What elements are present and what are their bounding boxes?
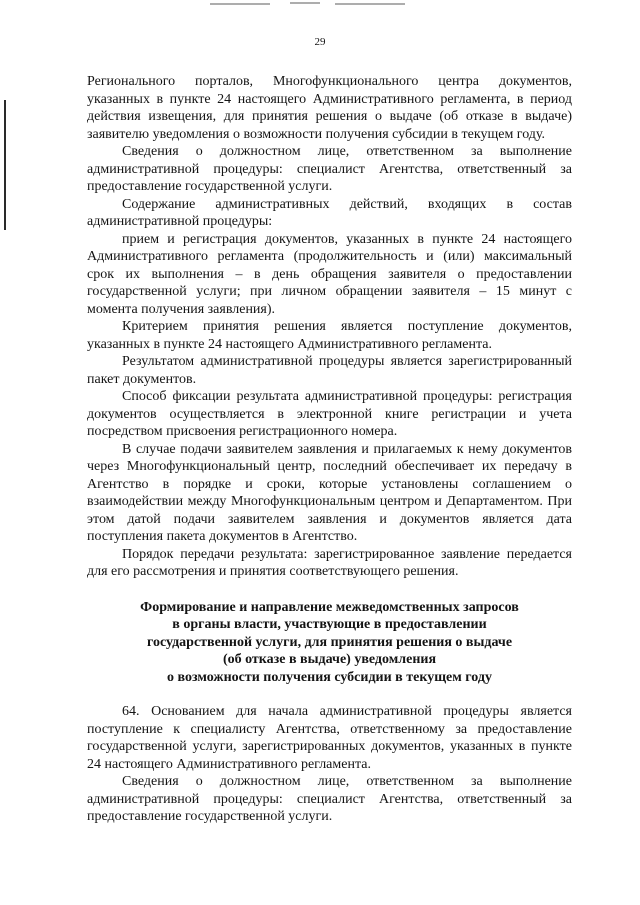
paragraph: Сведения о должностном лице, ответственном за выполнение административной процедуры: специалист Агентства, ответственный за предоставление государственной услуги. — [87, 774, 572, 824]
paragraph: Результатом административной процедуры является зарегистрированный пакет документов. — [87, 354, 572, 387]
section-heading — [87, 599, 572, 687]
paragraph: Критерием принятия решения является поступление документов, указанных в пункте 24 настоящего Административного регламента. — [87, 319, 572, 352]
margin-mark — [4, 100, 6, 230]
heading-line: о возможности получения субсидии в текущем году — [167, 669, 492, 685]
paragraph: 64. Основанием для начала административной процедуры является поступление к специалисту Агентства, ответственному за предоставление государственной услуги, зарегистрированных документов, указанных в пункте 24 настоящего Административного регламента. — [87, 704, 572, 772]
paragraph: Регионального порталов, Многофункционального центра документов, указанных в пункте 24 настоящего Административного регламента, в период действия извещения, для принятия решения о выдаче (об отказе в выдаче) заявителю уведомления о возможности получения субсидии в текущем году. — [87, 74, 572, 142]
paragraph: Сведения о должностном лице, ответственном за выполнение административной процедуры: специалист Агентства, ответственный за предоставление государственной услуги. — [87, 144, 572, 194]
paragraph: Способ фиксации результата административной процедуры: регистрация документов осуществляется в электронной книге регистрации и учета посредством присвоения регистрационного номера. — [87, 389, 572, 439]
scan-artifact — [210, 3, 270, 5]
scan-artifact — [290, 2, 320, 4]
paragraph: прием и регистрация документов, указанных в пункте 24 настоящего Административного регламента (продолжительность и (или) максимальный срок их выполнения – в день обращения заявителя о предоставлении государственной услуги; при личном обращении заявителя – 15 минут с момента получения заявления). — [87, 231, 572, 317]
page-number: 29 — [314, 36, 326, 48]
heading-line: (об отказе в выдаче) уведомления — [222, 652, 437, 667]
paragraph: Порядок передачи результата: зарегистрированное заявление передается для его рассмотрения и принятия соответствующего решения. — [87, 546, 572, 579]
scan-artifact — [335, 3, 405, 5]
document-body — [87, 73, 572, 826]
heading-line: в органы власти, участвующие в предоставлении — [172, 617, 487, 632]
heading-line: Формирование и направление межведомственных запросов — [140, 599, 519, 615]
paragraph: В случае подачи заявителем заявления и прилагаемых к нему документов через Многофункциональный центр, последний обеспечивает их передачу в Агентство в порядке и сроки, которые установлены соглашением о взаимодействии между Многофункциональным центром и Департаментом. При этом датой подачи заявителем заявления и документов является дата поступления пакета документов в Агентство. — [87, 441, 572, 544]
paragraph: Содержание административных действий, входящих в состав административной процедуры: — [87, 196, 572, 229]
heading-line: государственной услуги, для принятия решения о выдаче — [146, 634, 513, 650]
